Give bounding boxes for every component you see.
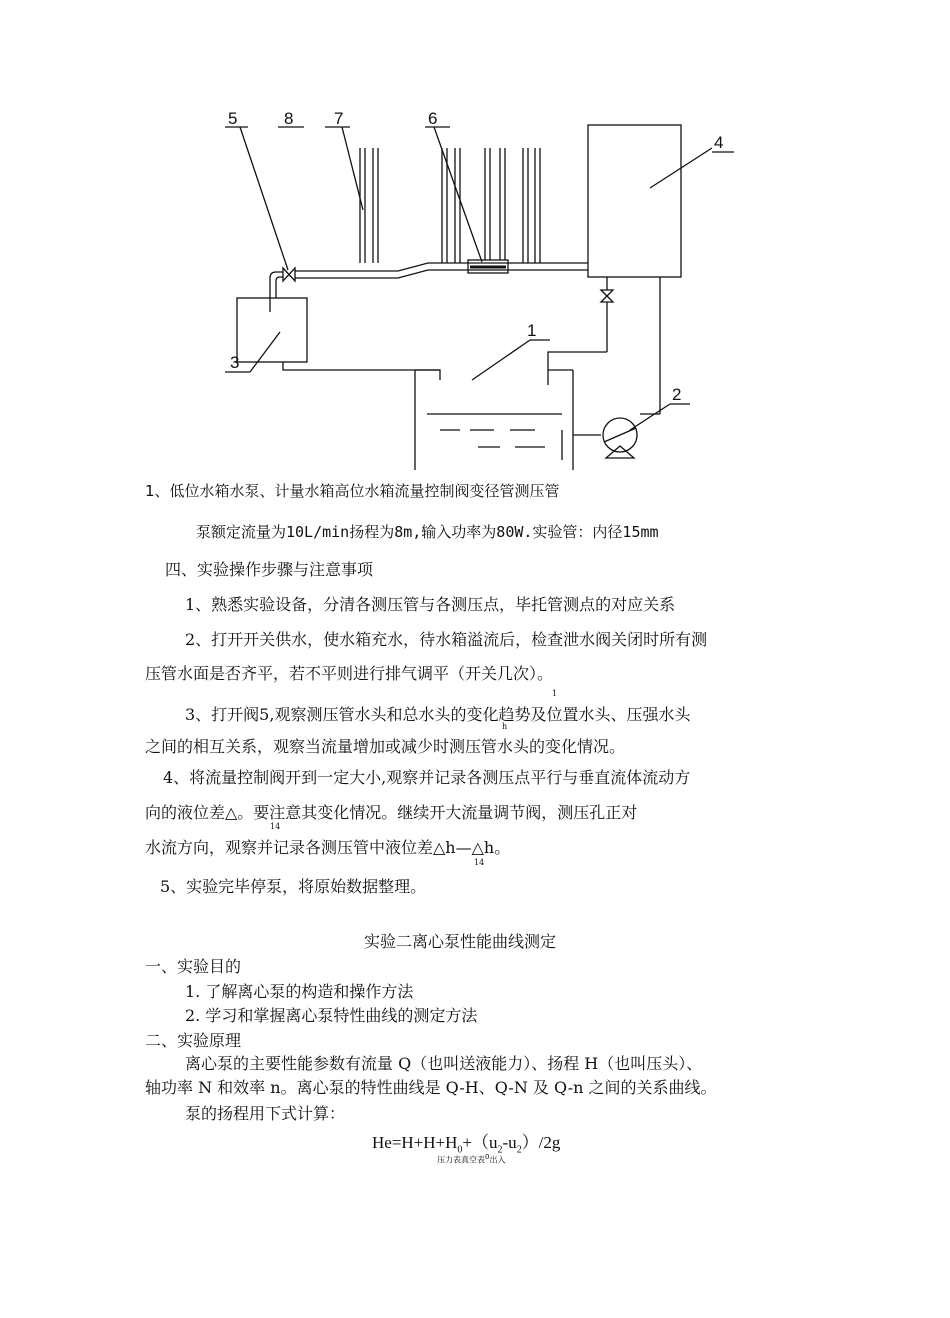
formula-sub-2b: 2 [516,1144,522,1156]
formula-sub-2a: 2 [497,1144,503,1156]
valve-5 [283,268,295,281]
diagram-label-7: 7 [334,109,344,128]
section4-heading: 四、实验操作步骤与注意事项 [165,560,374,579]
tiny-mark-14a: 14 [270,822,281,831]
formula-note-text: 压力表真空表 [437,1155,485,1165]
exp2-item-2: 2. 学习和掌握离心泵特性曲线的测定方法 [185,1006,478,1025]
formula-note-end: 出入 [489,1155,506,1165]
formula-note-sup: 0 [485,1153,490,1161]
exp2-heading-1: 一、实验目的 [145,957,242,976]
step-2-line1: 2、打开开关供水，使水箱充水，待水箱溢流后，检查泄水阀关闭时所有测 [185,630,708,649]
step-2-line2: 压管水面是否齐平，若不平则进行排气调平（开关几次）。 [145,664,554,683]
formula-sub-0: 0 [457,1144,463,1156]
apparatus-diagram [0,0,950,470]
diagram-label-5: 5 [228,109,238,128]
exp2-title: 实验二离心泵性能曲线测定 [364,932,557,951]
formula-mid: -u [502,1133,517,1152]
tiny-mark-1: 1 [552,689,558,698]
step-3-line1: 3、打开阀5,观察测压管水头和总水头的变化趋势及位置水头、压强水头 [185,705,691,724]
diagram-label-3: 3 [230,353,240,372]
step-4-line1: 4、将流量控制阀开到一定大小,观察并记录各测压点平行与垂直流体流动方 [163,768,691,787]
formula-note [437,1153,505,1166]
exp2-item-1: 1. 了解离心泵的构造和操作方法 [185,982,414,1001]
exp2-paragraph-line3: 泵的扬程用下式计算： [185,1104,346,1123]
tiny-mark-h: h [502,722,508,731]
head-formula [372,1128,560,1155]
formula-rest: +（u [462,1133,498,1152]
diagram-label-4: 4 [714,133,724,152]
tiny-mark-14b: 14 [474,858,485,867]
label-1-leader [472,340,530,380]
exp2-paragraph-line1: 离心泵的主要性能参数有流量 Q（也叫送液能力）、扬程 H（也叫压头）、 [185,1054,703,1073]
step-4-line2: 向的液位差△。要注意其变化情况。继续开大流量调节阀，测压孔正对 [145,803,638,822]
step-3-line2: 之间的相互关系，观察当流量增加或减少时测压管水头的变化情况。 [145,737,626,756]
exp2-paragraph-line2: 轴功率 N 和效率 n。离心泵的特性曲线是 Q-H、Q-N 及 Q-n 之间的关系曲线。 [145,1078,717,1097]
formula-main: He=H+H+H [372,1133,458,1152]
label-3-leader [250,332,280,372]
exp2-heading-2: 二、实验原理 [145,1031,242,1050]
low-tank [415,370,573,470]
diagram-label-6: 6 [428,109,438,128]
metering-tank [237,298,307,362]
diagram-label-2: 2 [672,385,682,404]
label-2-leader [630,404,670,430]
diagram-label-8: 8 [284,109,294,128]
supply-valve [601,290,613,302]
label-5-leader [240,127,288,270]
label-6-leader [434,127,482,262]
step-1: 1、熟悉实验设备，分清各测压管与各测压点，毕托管测点的对应关系 [185,595,676,614]
diagram-label-1: 1 [527,321,537,340]
formula-end: ）/2g [521,1133,561,1152]
spec-line: 泵额定流量为10L/min扬程为8m,输入功率为80W.实验管：内径15mm [196,523,659,541]
step-4-line3: 水流方向，观察并记录各测压管中液位差△h—△h。 [145,838,511,857]
high-tank [588,125,681,277]
step-5: 5、实验完毕停泵，将原始数据整理。 [160,877,427,896]
figure-caption: 1、低位水箱水泵、计量水箱高位水箱流量控制阀变径管测压管 [145,482,560,500]
